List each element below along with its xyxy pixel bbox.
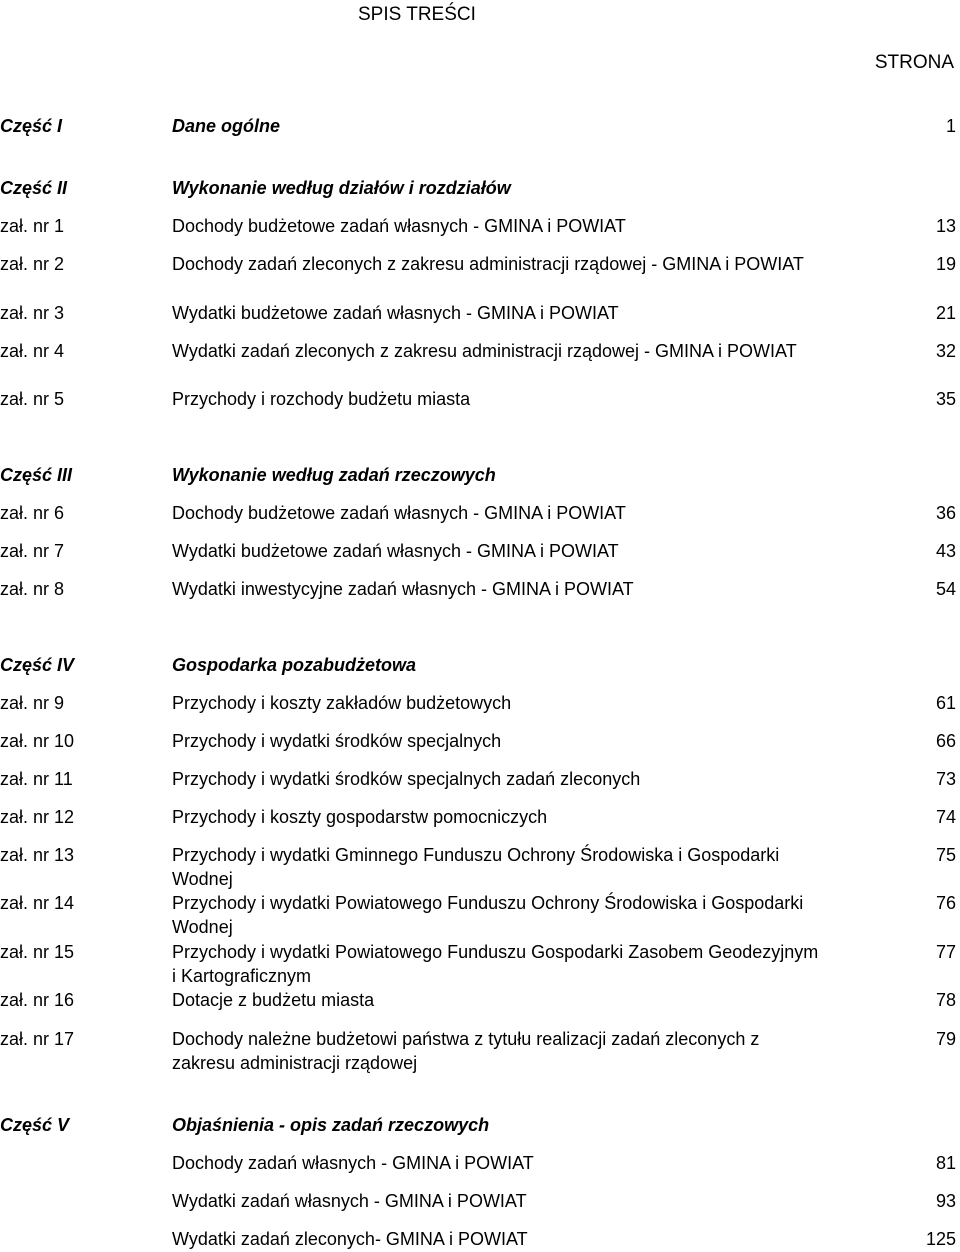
attachment-label: zał. nr 9 xyxy=(0,693,65,713)
item-title: Przychody i wydatki środków specjalnych xyxy=(172,731,502,751)
page-number: 1 xyxy=(945,116,956,136)
page-number: 61 xyxy=(935,693,956,713)
item-title: Przychody i wydatki Powiatowego Funduszu Gospodarki Zasobem Geodezyjnym i Kartograficznym xyxy=(172,942,819,986)
attachment-label: zał. nr 7 xyxy=(0,541,65,561)
item-title: Dochody budżetowe zadań własnych - GMINA i POWIAT xyxy=(172,503,626,523)
item-title: Wydatki zadań zleconych- GMINA i POWIAT xyxy=(172,1229,528,1249)
item-title: Dochody zadań zleconych z zakresu administracji rządowej - GMINA i POWIAT xyxy=(172,254,804,274)
item-title: Dochody budżetowe zadań własnych - GMINA i POWIAT xyxy=(172,216,626,236)
page-number: 73 xyxy=(935,769,956,789)
attachment-label: zał. nr 2 xyxy=(0,254,65,274)
item-title: Wydatki zadań zleconych z zakresu administracji rządowej - GMINA i POWIAT xyxy=(172,341,797,361)
page-number: 36 xyxy=(935,503,956,523)
attachment-label: zał. nr 12 xyxy=(0,807,75,827)
page-number: 32 xyxy=(935,341,956,361)
section-title: Wykonanie według działów i rozdziałów xyxy=(172,178,511,198)
item-title: Dochody zadań własnych - GMINA i POWIAT xyxy=(172,1153,534,1173)
item-title: Przychody i wydatki Powiatowego Funduszu Ochrony Środowiska i Gospodarki Wodnej xyxy=(172,893,804,937)
section-title: Dane ogólne xyxy=(172,116,281,136)
attachment-label: zał. nr 17 xyxy=(0,1029,75,1049)
item-title: Wydatki budżetowe zadań własnych - GMINA i POWIAT xyxy=(172,541,619,561)
section-label: Część IV xyxy=(0,655,75,675)
page-number: 21 xyxy=(935,303,956,323)
page-number: 81 xyxy=(935,1153,956,1173)
item-title: Przychody i wydatki środków specjalnych zadań zleconych xyxy=(172,769,641,789)
page-number: 13 xyxy=(935,216,956,236)
page-column-label: STRONA xyxy=(874,52,954,73)
item-title: Wydatki budżetowe zadań własnych - GMINA i POWIAT xyxy=(172,303,619,323)
section-title: Objaśnienia - opis zadań rzeczowych xyxy=(172,1115,490,1135)
page-number: 54 xyxy=(935,579,956,599)
page-number: 77 xyxy=(935,942,956,962)
attachment-label: zał. nr 15 xyxy=(0,942,75,962)
page-number: 79 xyxy=(935,1029,956,1049)
page-number: 76 xyxy=(935,893,956,913)
item-title: Przychody i rozchody budżetu miasta xyxy=(172,389,471,409)
section-label: Część II xyxy=(0,178,68,198)
page-number: 66 xyxy=(935,731,956,751)
page-number: 125 xyxy=(925,1229,956,1249)
page-number: 75 xyxy=(935,845,956,865)
attachment-label: zał. nr 14 xyxy=(0,893,75,913)
item-title: Wydatki zadań własnych - GMINA i POWIAT xyxy=(172,1191,527,1211)
item-title: Wydatki inwestycyjne zadań własnych - GMINA i POWIAT xyxy=(172,579,634,599)
item-title: Przychody i wydatki Gminnego Funduszu Ochrony Środowiska i Gospodarki Wodnej xyxy=(172,845,780,889)
attachment-label: zał. nr 8 xyxy=(0,579,65,599)
item-title: Przychody i koszty zakładów budżetowych xyxy=(172,693,512,713)
attachment-label: zał. nr 1 xyxy=(0,216,65,236)
page-number: 93 xyxy=(935,1191,956,1211)
attachment-label: zał. nr 16 xyxy=(0,990,75,1010)
attachment-label: zał. nr 6 xyxy=(0,503,65,523)
section-label: Część I xyxy=(0,116,63,136)
page-number: 43 xyxy=(935,541,956,561)
page-number: 19 xyxy=(935,254,956,274)
attachment-label: zał. nr 4 xyxy=(0,341,65,361)
section-title: Gospodarka pozabudżetowa xyxy=(172,655,417,675)
page-number: 35 xyxy=(935,389,956,409)
attachment-label: zał. nr 3 xyxy=(0,303,65,323)
item-title: Dotacje z budżetu miasta xyxy=(172,990,375,1010)
page-title: SPIS TREŚCI xyxy=(358,4,476,25)
item-title: Przychody i koszty gospodarstw pomocniczych xyxy=(172,807,548,827)
page-number: 78 xyxy=(935,990,956,1010)
attachment-label: zał. nr 13 xyxy=(0,845,75,865)
attachment-label: zał. nr 5 xyxy=(0,389,65,409)
attachment-label: zał. nr 11 xyxy=(0,769,73,789)
section-title: Wykonanie według zadań rzeczowych xyxy=(172,465,496,485)
item-title: Dochody należne budżetowi państwa z tytułu realizacji zadań zleconych z zakresu administracji rządowej xyxy=(172,1029,760,1073)
attachment-label: zał. nr 10 xyxy=(0,731,75,751)
section-label: Część III xyxy=(0,465,73,485)
section-label: Część V xyxy=(0,1115,70,1135)
page-number: 74 xyxy=(935,807,956,827)
